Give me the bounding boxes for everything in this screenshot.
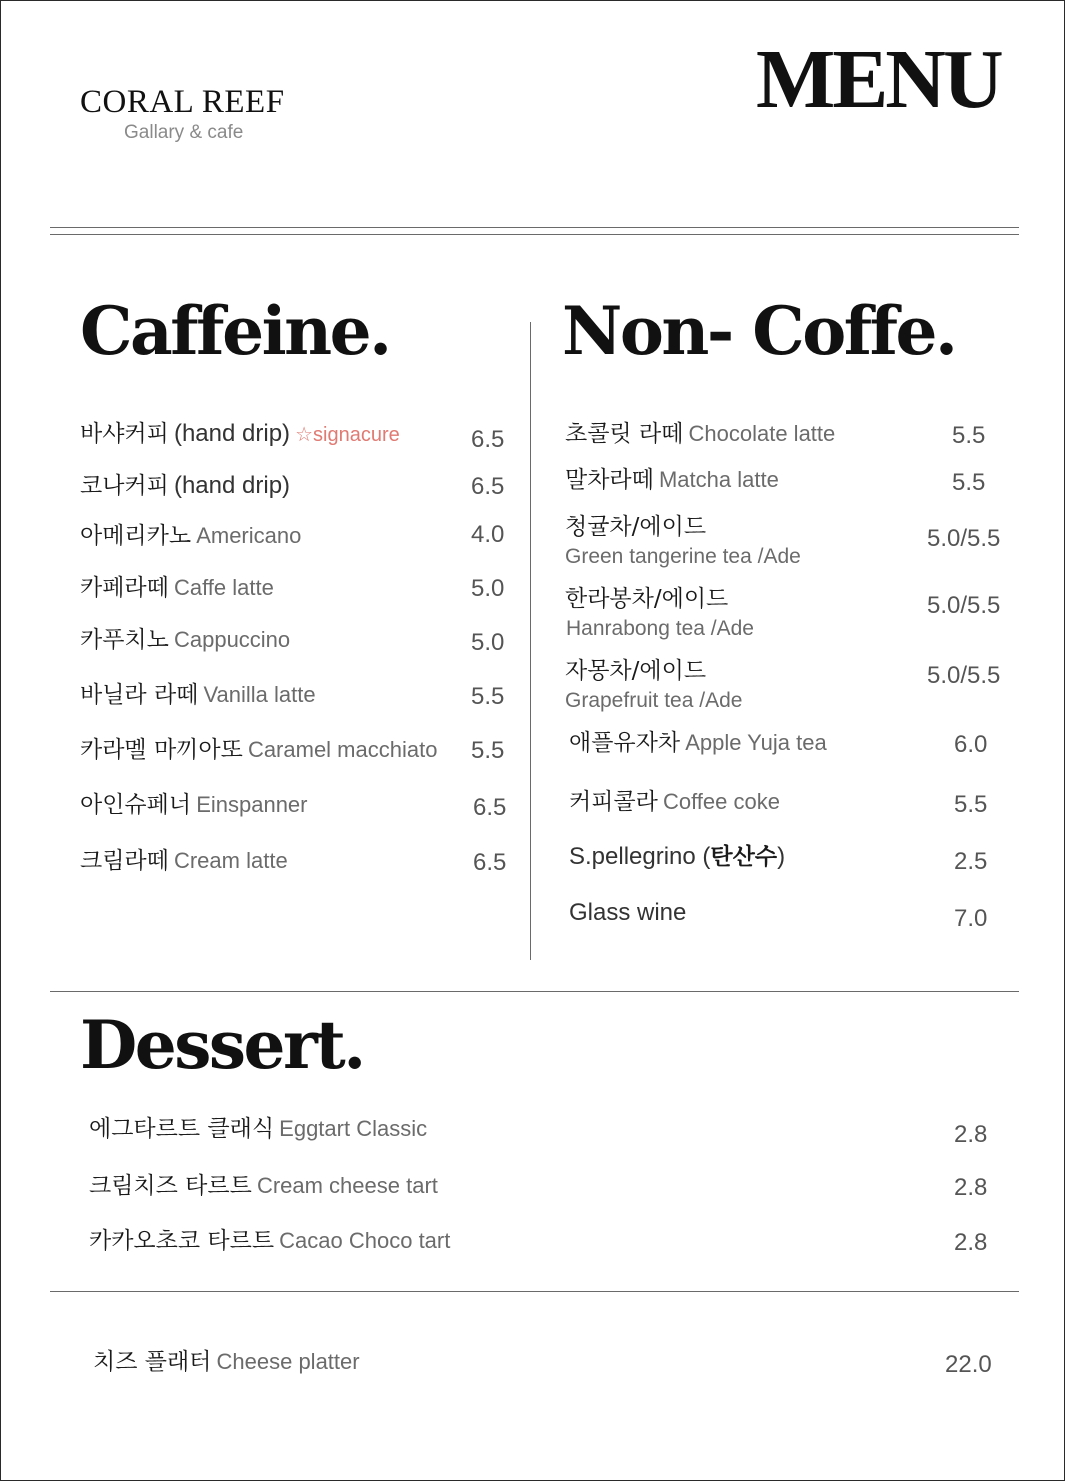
item-name-en: Caramel macchiato xyxy=(247,737,438,762)
item-name-en: Chocolate latte xyxy=(688,421,836,446)
item-price: 2.8 xyxy=(954,1174,988,1201)
menu-item xyxy=(80,525,301,548)
item-name-en: Cream latte xyxy=(173,848,288,873)
item-name-en-close: ) xyxy=(777,843,786,870)
item-name-en: Cheese platter xyxy=(216,1349,360,1374)
menu-item xyxy=(80,629,290,652)
column-divider xyxy=(530,322,531,960)
item-name-ko: 말차라떼 xyxy=(565,467,654,493)
menu-item xyxy=(569,732,827,755)
item-price: 5.0/5.5 xyxy=(927,525,1001,552)
menu-item xyxy=(80,577,274,600)
menu-title: MENU xyxy=(756,33,1001,126)
platter-divider xyxy=(50,1291,1019,1292)
item-name-ko: 애플유자차 xyxy=(569,730,681,756)
signature-badge: ☆signacure xyxy=(295,424,400,446)
item-price: 6.5 xyxy=(471,426,505,453)
menu-item xyxy=(565,469,779,492)
item-name-en: Caffe latte xyxy=(173,575,274,600)
menu-item xyxy=(80,474,290,498)
item-name-ko: 바닐라 라떼 xyxy=(80,682,199,708)
item-price: 6.0 xyxy=(954,731,988,758)
item-name-ko: 코나커피 xyxy=(80,473,169,499)
item-name-ko: 카페라떼 xyxy=(80,575,169,601)
menu-item xyxy=(93,1351,360,1374)
item-name-ko: 크림라떼 xyxy=(80,848,169,874)
item-price: 6.5 xyxy=(473,849,507,876)
item-price: 2.5 xyxy=(954,848,988,875)
header-divider-bottom xyxy=(50,234,1019,235)
item-name-ko: 치즈 플래터 xyxy=(93,1349,212,1375)
item-name-ko: 자몽차/에이드 xyxy=(565,658,707,684)
item-name-ko: 카라멜 마끼아또 xyxy=(80,737,243,763)
item-name-ko: 바샤커피 xyxy=(80,421,169,447)
item-name-ko: 카카오초코 타르트 xyxy=(89,1228,275,1254)
item-name-ko: 초콜릿 라떼 xyxy=(565,421,684,447)
item-price: 5.5 xyxy=(952,422,986,449)
item-name-ko: 아인슈페너 xyxy=(80,792,192,818)
item-name-en: Einspanner xyxy=(196,792,308,817)
item-name-ko: 청귤차/에이드 xyxy=(565,514,707,540)
item-price: 5.0/5.5 xyxy=(927,592,1001,619)
item-name-ko: 에그타르트 클래식 xyxy=(89,1116,275,1142)
header-divider-top xyxy=(50,227,1019,228)
brand-name: CORAL REEF xyxy=(80,84,285,120)
item-name-ko: 아메리카노 xyxy=(80,523,192,549)
item-price: 5.5 xyxy=(952,469,986,496)
item-price: 5.0/5.5 xyxy=(927,662,1001,689)
item-price: 22.0 xyxy=(945,1351,992,1378)
dessert-heading: Dessert. xyxy=(80,1006,364,1084)
item-name-ko: 한라봉차/에이드 xyxy=(565,586,729,612)
menu-item xyxy=(565,423,835,446)
item-name-en: Cappuccino xyxy=(173,627,291,652)
item-price: 5.0 xyxy=(471,629,505,656)
menu-item xyxy=(80,422,400,446)
item-name-ko: 크림치즈 타르트 xyxy=(89,1173,252,1199)
item-name-en: Cream cheese tart xyxy=(256,1173,438,1198)
item-name-en: Cacao Choco tart xyxy=(279,1228,451,1253)
menu-item xyxy=(569,791,780,814)
item-price: 2.8 xyxy=(954,1229,988,1256)
item-price: 5.0 xyxy=(471,575,505,602)
menu-item xyxy=(89,1230,450,1253)
menu-item xyxy=(89,1175,438,1198)
menu-item xyxy=(80,739,437,762)
menu-item xyxy=(80,794,308,817)
menu-item xyxy=(80,850,288,873)
item-name-ko: 탄산수 xyxy=(710,844,778,870)
item-name-en: (hand drip) xyxy=(173,472,291,499)
item-name-en: Apple Yuja tea xyxy=(685,730,827,755)
item-price: 6.5 xyxy=(473,794,507,821)
item-name-en: Grapefruit tea /Ade xyxy=(565,689,743,712)
item-name-en: Matcha latte xyxy=(658,467,779,492)
brand-subtitle: Gallary & cafe xyxy=(124,122,244,143)
item-price: 6.5 xyxy=(471,473,505,500)
menu-item xyxy=(80,684,316,707)
caffeine-heading: Caffeine. xyxy=(80,292,390,370)
noncoffee-heading: Non- Coffe. xyxy=(562,292,956,370)
item-name-en: Hanrabong tea /Ade xyxy=(566,617,754,640)
item-price: 5.5 xyxy=(954,791,988,818)
item-name-en: Americano xyxy=(196,523,302,548)
dessert-divider xyxy=(50,991,1019,992)
item-price: 7.0 xyxy=(954,905,988,932)
item-price: 5.5 xyxy=(471,737,505,764)
item-name-ko: 커피콜라 xyxy=(569,789,658,815)
item-name-en: Glass wine xyxy=(569,899,687,926)
item-name-en: Green tangerine tea /Ade xyxy=(565,545,801,568)
item-name-en: Vanilla latte xyxy=(203,682,316,707)
item-name-en: (hand drip) xyxy=(173,420,291,447)
item-name-ko: 카푸치노 xyxy=(80,627,169,653)
item-price: 2.8 xyxy=(954,1121,988,1148)
item-name-en: Eggtart Classic xyxy=(279,1116,428,1141)
menu-item xyxy=(89,1118,427,1141)
item-price: 5.5 xyxy=(471,683,505,710)
menu-item xyxy=(569,845,785,869)
item-price: 4.0 xyxy=(471,521,505,548)
item-name-en: S.pellegrino ( xyxy=(569,843,711,870)
item-name-en: Coffee coke xyxy=(662,789,780,814)
